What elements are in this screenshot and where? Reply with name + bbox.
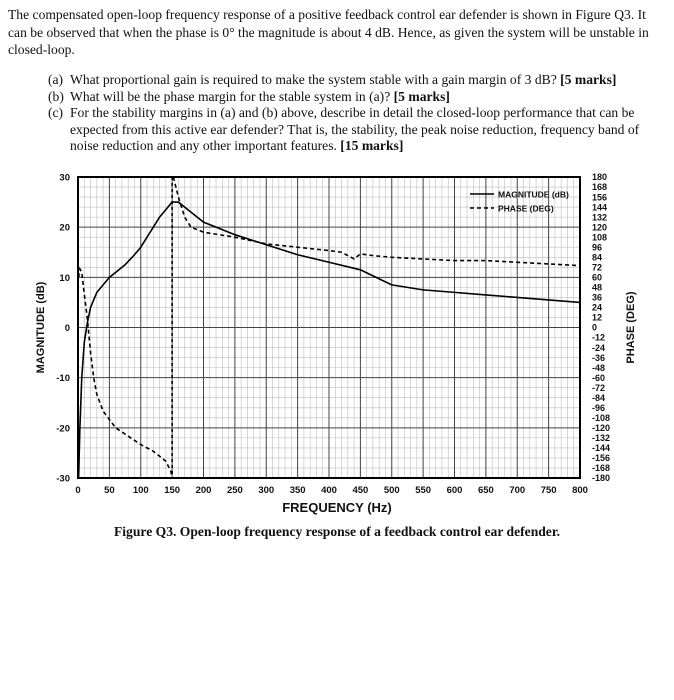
x-tick-label: 200 [195, 485, 212, 496]
y2-tick-label: -144 [592, 443, 611, 454]
y2-tick-label: 0 [592, 322, 598, 333]
y2-tick-label: 60 [592, 272, 603, 283]
question-a-marks: [5 marks] [560, 72, 617, 87]
x-tick-label: 150 [164, 485, 181, 496]
question-c-label: (c) [48, 105, 64, 120]
y2-tick-label: 132 [592, 212, 608, 223]
y2-tick-label: 144 [592, 202, 608, 213]
y-tick-label: 0 [64, 323, 70, 334]
y-tick-label: 20 [59, 222, 70, 234]
y2-tick-label: 168 [592, 182, 608, 193]
x-tick-label: 400 [321, 485, 337, 496]
y2-tick-label: -168 [592, 463, 611, 474]
y2-tick-label: -156 [592, 453, 611, 464]
y2-tick-label: 108 [592, 232, 608, 243]
y-axis-title: MAGNITUDE (dB) [35, 281, 47, 374]
y2-axis-title: PHASE (DEG) [625, 291, 637, 364]
x-tick-label: 450 [352, 485, 369, 496]
x-tick-label: 250 [226, 485, 243, 496]
y2-tick-label: -72 [592, 382, 606, 393]
x-tick-label: 600 [446, 485, 463, 496]
x-tick-label: 750 [540, 485, 557, 496]
y2-tick-label: -120 [592, 423, 611, 434]
y2-tick-label: 156 [592, 192, 608, 203]
frequency-response-chart [0, 160, 674, 500]
question-c [48, 105, 660, 155]
y2-tick-label: -48 [592, 362, 606, 373]
y2-tick-label: -36 [592, 352, 606, 363]
y2-tick-label: 84 [592, 252, 603, 263]
x-tick-label: 700 [509, 485, 526, 496]
x-tick-label: 800 [572, 485, 588, 496]
x-tick-label: 350 [289, 485, 306, 496]
y2-tick-label: 48 [592, 282, 603, 293]
question-intro: The compensated open-loop frequency response of a positive feedback control ear defender is shown in Figure Q3. It can be observed that when the phase is 0° the magnitude is about 4 dB. Hence, as given the system will be unstable in closed-loop. [8, 7, 649, 57]
question-a-text: What proportional gain is required to make the system stable with a gain margin of 3 dB? [70, 72, 557, 87]
y-tick-label: -30 [56, 473, 70, 485]
x-tick-label: 100 [132, 485, 149, 496]
question-b [48, 89, 660, 106]
figure-caption: Figure Q3. Open-loop frequency response of a feedback control ear defender. [113, 524, 561, 539]
y2-tick-label: 12 [592, 312, 603, 323]
question-list [48, 72, 660, 155]
y2-tick-label: -132 [592, 433, 611, 444]
y-tick-label: -10 [56, 373, 70, 385]
question-c-text: For the stability margins in (a) and (b) above, describe in detail the closed-loop performance that can be expected from this active ear defender? That is, the stability, the peak noise reduction, frequency band of noise reduction and any other important features. [70, 105, 640, 153]
x-tick-label: 650 [477, 485, 494, 496]
legend-label: PHASE (DEG) [498, 203, 554, 214]
y-tick-label: 10 [59, 272, 70, 284]
y-tick-label: 30 [59, 172, 70, 184]
question-b-label: (b) [48, 88, 64, 104]
question-a [48, 72, 660, 89]
y2-tick-label: 96 [592, 242, 603, 253]
question-b-text: What will be the phase margin for the stable system in (a)? [70, 88, 391, 104]
x-axis-title: FREQUENCY (Hz) [282, 500, 392, 515]
y-tick-label: -20 [56, 423, 70, 435]
y2-tick-label: -180 [592, 473, 611, 484]
x-tick-label: 0 [75, 485, 81, 496]
y2-tick-label: -24 [592, 342, 606, 353]
legend-label: MAGNITUDE (dB) [498, 189, 569, 200]
y2-tick-label: 24 [592, 302, 603, 313]
y2-tick-label: -12 [592, 332, 606, 343]
question-b-marks: [5 marks] [393, 88, 450, 104]
y2-tick-label: 72 [592, 262, 603, 273]
y2-tick-label: 36 [592, 292, 603, 303]
y2-tick-label: -84 [592, 392, 606, 403]
x-tick-label: 300 [258, 485, 275, 496]
x-tick-label: 500 [383, 485, 400, 496]
question-c-marks: [15 marks] [340, 138, 404, 153]
y2-tick-label: -60 [592, 372, 606, 383]
y2-tick-label: 180 [592, 172, 608, 183]
y2-tick-label: -108 [592, 413, 611, 423]
x-tick-label: 50 [104, 485, 115, 496]
y2-tick-label: -96 [592, 402, 606, 413]
x-tick-label: 550 [415, 485, 432, 496]
y2-tick-label: 120 [592, 222, 608, 233]
question-a-label: (a) [48, 72, 64, 87]
